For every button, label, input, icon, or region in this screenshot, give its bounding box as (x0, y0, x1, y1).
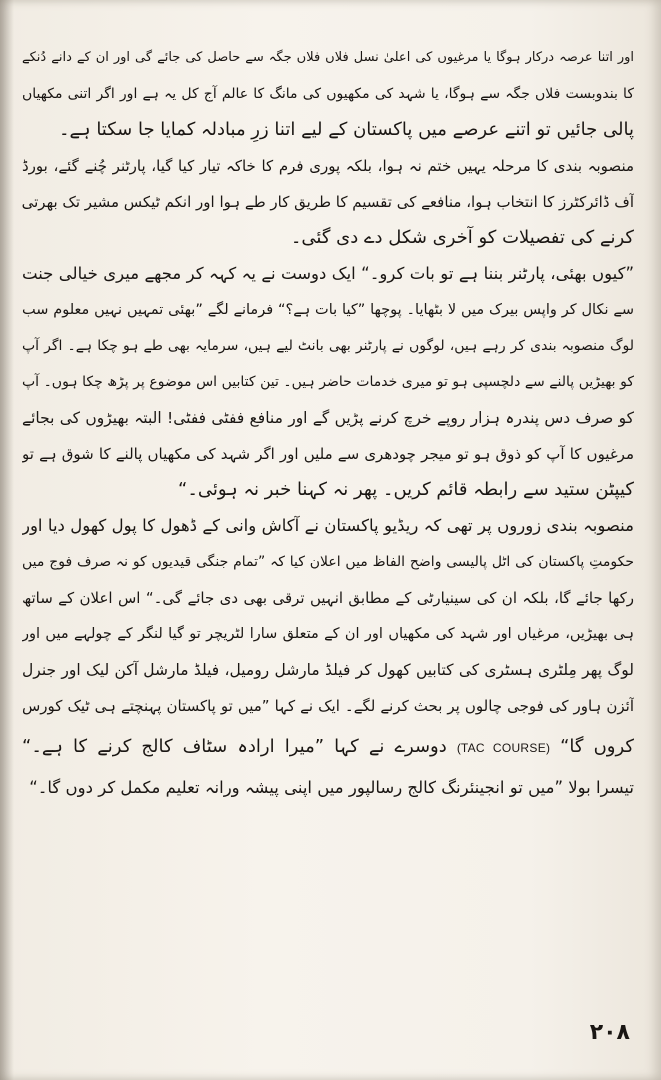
text-line: سے نکال کر واپس بیرک میں لا بٹھایا۔ پوچھا ”کیا بات ہے؟“ فرمانے لگے ”بھئی تمہیں نہیں معلوم سب (22, 302, 634, 318)
text-line: رکھا جائے گا، بلکہ ان کی سینیارٹی کے مطابق انہیں ترقی بھی دی جائے گی۔“ اس اعلان کے ساتھ (22, 589, 634, 607)
paragraph-1 (22, 40, 634, 148)
text-line: کرنے کی تفصیلات کو آخری شکل دے دی گئی۔ (290, 227, 634, 248)
text-line: تیسرا بولا ”میں تو انجینئرنگ کالج رسالپور میں اپنی پیشہ ورانہ تعلیم مکمل کر دوں گا۔“ (29, 778, 634, 797)
text-line: حکومتِ پاکستان کی اٹل پالیسی واضح الفاظ میں اعلان کیا کہ ”تمام جنگی قیدیوں کو نہ صرف فوج میں (22, 554, 634, 570)
page-number: ۲۰۸ (589, 1020, 630, 1045)
text-line: لوگ پھر مِلٹری ہسٹری کی کتابیں کھول کر فیلڈ مارشل رومیل، فیلڈ مارشل آکن لیک اور جنرل (22, 661, 634, 679)
text-line: کو بھیڑیں پالنے سے دلچسپی ہو تو میری خدمات حاضر ہیں۔ تین کتابیں اس موضوع پر پڑھ چکا ہوں۔ آپ (22, 374, 634, 390)
text-line: کیپٹن ستید سے رابطہ قائم کریں۔ پھر نہ کہنا خبر نہ ہوئی۔“ (178, 479, 634, 500)
text-line: کو صرف دس پندرہ ہزار روپے خرچ کرنے پڑیں گے اور منافع ففٹی ففٹی! البتہ بھیڑوں کی بجائے (22, 409, 634, 427)
text-line: آئزن ہاور کی فوجی چالوں پر بحث کرنے لگے۔ ایک نے کہا ”میں تو پاکستان پہنچتے ہی ٹیک کورس (22, 697, 634, 715)
paragraph-4 (22, 508, 634, 806)
tac-urdu-after: دوسرے نے کہا ”میرا ارادہ سٹاف کالج کرنے کا ہے۔“ (22, 736, 447, 757)
text-line: کا بندوبست فلاں جگہ سے ہوگا، یا شہد کی مکھیوں کی مانگ کا عالم آج کل یہ ہے اور اگر اتنی مکھیاں (22, 86, 634, 102)
text-line: اور اتنا عرصہ درکار ہوگا یا مرغیوں کی اعلیٰ نسل فلاں فلاں جگہ سے حاصل کی جائے گی اور ان کے دانے دُنکے (22, 50, 634, 65)
paragraph-3 (22, 256, 634, 508)
page-body-text (22, 40, 634, 806)
paragraph-2 (22, 148, 634, 256)
text-line: مرغیوں کا آپ کو ذوق ہو تو میجر چودھری سے ملیں اور اگر شہد کی مکھیاں پالنے کا شوق ہے تو (22, 445, 634, 463)
text-line-tac (22, 724, 634, 770)
text-line: آف ڈائرکٹرز کا انتخاب ہوا، منافعے کی تقسیم کا طریق کار طے ہوا اور انکم ٹیکس مشیر تک بھرتی (22, 193, 634, 211)
text-line: منصوبہ بندی کا مرحلہ یہیں ختم نہ ہوا، بلکہ پوری فرم کا خاکہ تیار کیا گیا، پارٹنر چُنے گئے، بورڈ (22, 157, 634, 175)
text-line: منصوبہ بندی زوروں پر تھی کہ ریڈیو پاکستان نے آکاش وانی کے ڈھول کا پول کھول دیا اور (22, 516, 634, 535)
tac-urdu-before: کروں گا“ (560, 736, 634, 757)
text-line: لوگ منصوبہ بندی کر رہے ہیں، لوگوں نے پارٹنر بھی بانٹ لیے ہیں، سرمایہ بھی طے ہو چکا ہے۔ اگر آپ (22, 338, 634, 354)
text-line: ہی بھیڑیں، مرغیاں اور شہد کی مکھیاں اور ان کے متعلق سارا لٹریچر تو گیا لنگر کے چولہے میں اور (22, 626, 634, 642)
tac-course-label: (TAC COURSE) (456, 741, 550, 755)
text-line: ”کیوں بھئی، پارٹنر بننا ہے تو بات کرو۔“ ایک دوست نے یہ کہہ کر مجھے میری خیالی جنت (22, 264, 634, 283)
page-gutter-shadow (0, 0, 14, 1080)
text-line: پالی جائیں تو اتنے عرصے میں پاکستان کے لیے اتنا زرِ مبادلہ کمایا جا سکتا ہے۔ (58, 119, 634, 140)
